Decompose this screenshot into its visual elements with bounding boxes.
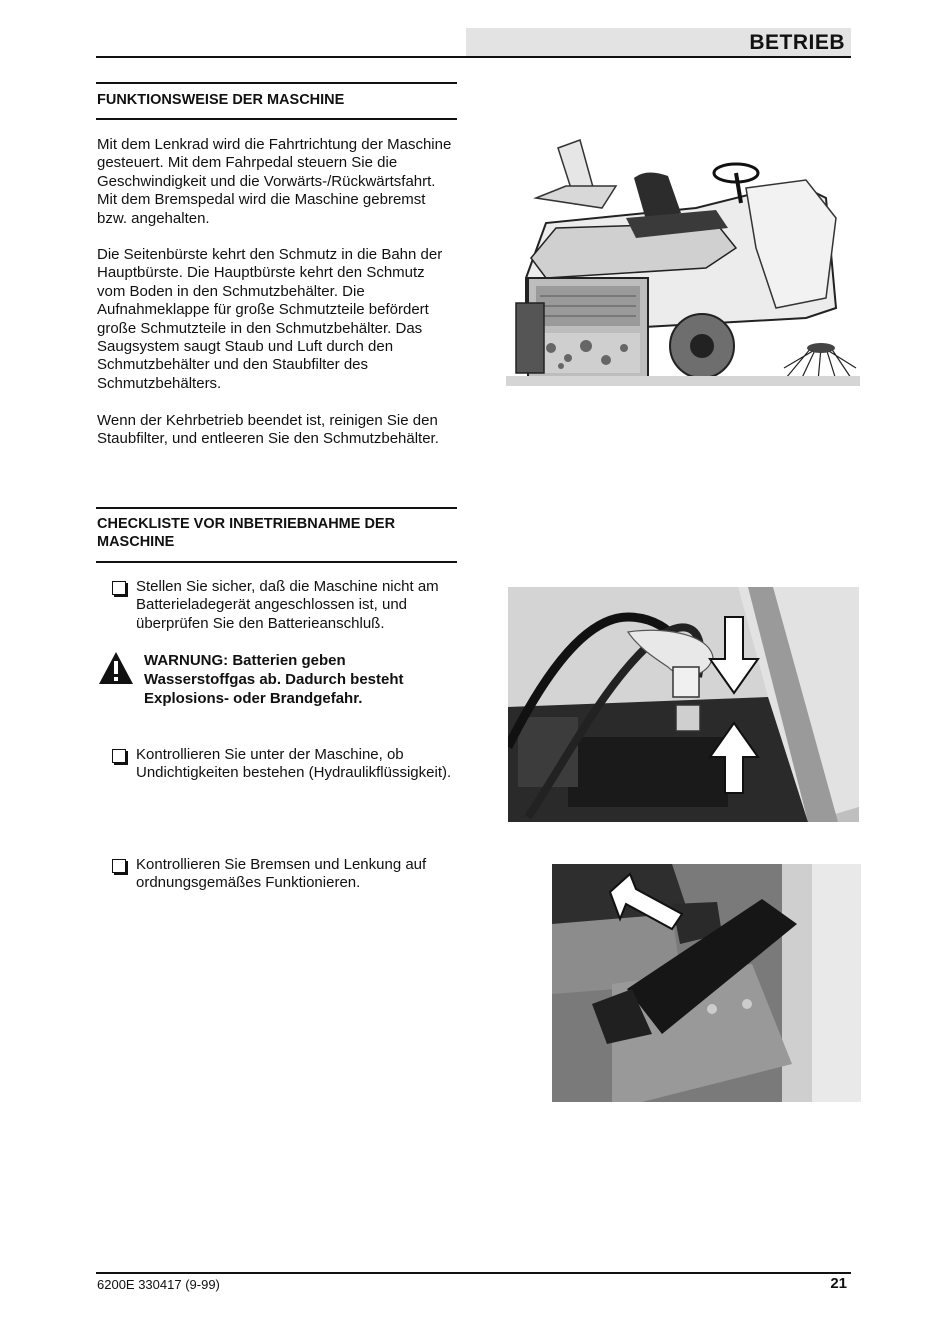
paragraph: Wenn der Kehrbetrieb beendet ist, reinigen Sie den Staubfilter, und entleeren Sie den Schmutzbehälter.: [97, 412, 439, 448]
header-rule: [96, 56, 851, 58]
section-heading-checklist: CHECKLISTE VOR INBETRIEBNAHME DER MASCHINE: [97, 516, 396, 550]
checkbox-icon: [112, 581, 126, 595]
warning-block: [98, 651, 458, 708]
section-rule: [96, 118, 457, 120]
checkbox-icon: [112, 749, 126, 763]
checklist-item: [112, 856, 462, 893]
machine-cutaway-illustration: [506, 128, 860, 386]
warning-triangle-icon: [98, 651, 134, 685]
paragraph: Mit dem Lenkrad wird die Fahrtrichtung der Maschine gesteuert. Mit dem Fahrpedal steuern Sie die Geschwindigkeit und die Vorwärts-/Rückwärtsfahrt. Mit dem Bremspedal wird die Maschine gebremst bzw. angehalten.: [97, 136, 452, 227]
document-id: 6200E 330417 (9-99): [97, 1277, 220, 1292]
page-number: 21: [830, 1275, 847, 1292]
paragraph: Die Seitenbürste kehrt den Schmutz in die Bahn der Hauptbürste. Die Hauptbürste kehrt den Schmutz vom Boden in den Schmutzbehälter. Die Aufnahmeklappe für große Schmutzteile befördert große Schmutzteile in den Schmutzbehälter. Das Saugsystem saugt Staub und Luft durch den Schmutzbehälter und den Staubfilter des Schmutzbehälters.: [97, 246, 443, 392]
warning-text: WARNUNG: Batterien geben Wasserstoffgas ab. Dadurch besteht Explosions- oder Brandgefahr.: [144, 652, 404, 707]
checklist-item: [112, 578, 462, 633]
checklist-item: [112, 746, 462, 783]
pedals-photo: [552, 864, 861, 1102]
checklist-item-text: Kontrollieren Sie Bremsen und Lenkung auf ordnungsgemäßes Funktionieren.: [136, 856, 427, 892]
footer-rule: [96, 1272, 851, 1274]
checklist-item-text: Stellen Sie sicher, daß die Maschine nicht am Batterieladegerät angeschlossen ist, und überprüfen Sie den Batterieanschluß.: [136, 578, 439, 632]
battery-connector-photo: [508, 587, 859, 822]
section-rule: [96, 82, 457, 84]
section-rule: [96, 507, 457, 509]
section-rule: [96, 561, 457, 563]
checkbox-icon: [112, 859, 126, 873]
section-heading-function: FUNKTIONSWEISE DER MASCHINE: [97, 92, 345, 108]
section-title: BETRIEB: [749, 31, 845, 54]
checklist-item-text: Kontrollieren Sie unter der Maschine, ob Undichtigkeiten bestehen (Hydraulikflüssigkeit).: [136, 746, 452, 782]
